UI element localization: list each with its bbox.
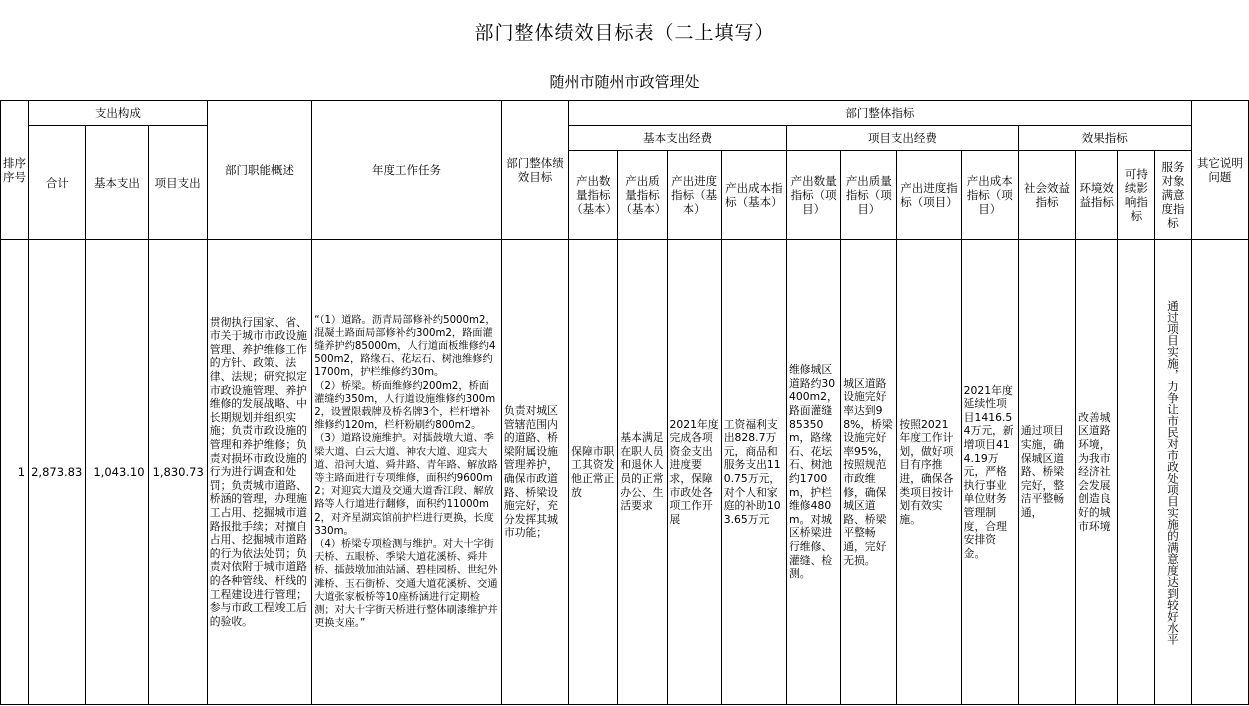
cell-b-qty: 保障市职工其资发他正常正放 [569,240,618,705]
header-basic-group: 基本支出经费 [569,126,787,151]
header-b-quality: 产出质量指标（基本） [618,151,667,240]
cell-p-qty: 维修城区道路约30400m2，路面灌缝85350m，路缘石、花坛石、树池约1700m，护栏维修480m。对城区桥梁进行维修、灌缝、检测。 [787,240,841,705]
header-p-progress: 产出进度指标（项目） [897,151,961,240]
header-project-group: 项目支出经费 [787,126,1019,151]
header-tasks: 年度工作任务 [312,101,502,240]
header-b-cost: 产出成本指标（基本） [721,151,786,240]
cell-env: 改善城区道路环境，为我市经济社会发展创造良好的城市环境 [1076,240,1118,705]
cell-satisfaction [1155,240,1191,705]
header-p-quality: 产出质量指标（项目） [841,151,897,240]
header-basic: 基本支出 [86,126,148,240]
cell-project: 1,830.73 [148,240,207,705]
cell-satisfaction-text: 通过项目实施，力争让市民对市政处项目实施的满意度达到较好水平 [1166,299,1181,645]
header-b-qty: 产出数量指标（基本） [569,151,618,240]
cell-total: 2,873.83 [29,240,86,705]
cell-seq: 1 [1,240,29,705]
cell-social: 通过项目实施，确保城区道路、桥梁完好，整洁平整畅通， [1018,240,1075,705]
header-sustain: 可持续影响指标 [1118,151,1155,240]
cell-other [1191,240,1248,705]
cell-b-cost: 工资福利支出828.7万元，商品和服务支出110.75万元，对个人和家庭的补助103.65万元 [721,240,786,705]
cell-tasks: “（1）道路。沥青局部修补约5000m2，混凝土路面局部修补约300m2，路面灌缝养护约85000m，人行道面板维修约4500m2，路缘石、花坛石、树池维修约1700m，护栏维修约30m。 （2）桥梁。桥面维修约200m2，桥面灌缝约350m，人行道设施维修约300m2，设置限载牌及桥名牌3个，栏杆增补维修约120m，栏杆粉刷约800m2。 （3）道路设施维护。对擂鼓墩大道、季梁大道、白云大道、神农大道、迎宾大道、沿河大道、舜井路、青年路、解放路等主路面进行专项维修，面积约9600m2；对迎宾大道及交通大道香江段、解放路等人行道进行翻修，面积约11000m2，对齐星湖宾馆前护栏进行更换，长度330m。 （4）桥梁专项检测与维护。对大十字街天桥、五眼桥、季梁大道花溪桥、舜井桥、擂鼓墩加油站涵、碧桂园桥、世纪外滩桥、玉石街桥、交通大道花溪桥、交通大道张家板桥等10座桥涵进行定期检测；对大十字街天桥进行整体刷漆维护并更换支座。” [312,240,502,705]
cell-b-progress: 2021年度完成各项资金支出进度要求，保障市政处各项工作开展 [667,240,721,705]
cell-p-cost: 2021年度延续性项目1416.54万元，新增项目414.19万元，严格执行事业单位财务管理制度，合理安排资金。 [961,240,1018,705]
unit-name: 随州市随州市政管理处 [549,73,700,91]
header-expense-group: 支出构成 [29,101,208,126]
header-b-progress: 产出进度指标（基本） [667,151,721,240]
cell-p-progress: 按照2021年度工作计划，做好项目有序推进，确保各类项目按计划有效实施。 [897,240,961,705]
header-satisfaction: 服务对象满意度指标 [1155,151,1191,240]
cell-overall-goal: 负责对城区管辖范围内的道路、桥梁附属设施管理养护，确保市政道路、桥梁设施完好，充分发挥其城市功能； [501,240,568,705]
header-project: 项目支出 [148,126,207,240]
cell-sustain [1118,240,1155,705]
cell-p-quality: 城区道路设施完好率达到98%，桥梁设施完好率95%，按照规范市政维修，确保城区道路、桥梁平整畅通，完好无损。 [841,240,897,705]
performance-table [0,100,1249,705]
header-env: 环境效益指标 [1076,151,1118,240]
header-other: 其它说明问题 [1191,101,1248,240]
header-p-qty: 产出数量指标（项目） [787,151,841,240]
header-effect-group: 效果指标 [1018,126,1191,151]
header-indicators: 部门整体指标 [569,101,1192,126]
header-social: 社会效益指标 [1018,151,1075,240]
cell-b-quality: 基本满足在职人员和退休人员的正常办公、生活要求 [618,240,667,705]
header-p-cost: 产出成本指标（项目） [961,151,1018,240]
header-overall-goal: 部门整体绩效目标 [501,101,568,240]
header-seq: 排序序号 [1,101,29,240]
cell-basic: 1,043.10 [86,240,148,705]
header-duties: 部门职能概述 [207,101,311,240]
header-total: 合计 [29,126,86,240]
page-title: 部门整体绩效目标表（二上填写） [474,22,775,44]
table-row [1,240,1249,705]
cell-duties: 贯彻执行国家、省、市关于城市市政设施管理、养护维修工作的方针、政策、法律、法规；研究拟定市政设施管理、养护维修的发展战略、中长期规划并组织实施；负责市政设施的管理和养护维修；负责对损坏市政设施的行为进行调查和处罚；负责城市道路、桥涵的管理，办理施工占用、挖掘城市道路报批手续；对擅自占用、挖掘城市道路的行为依法处罚；负责对依附于城市道路的各种管线、杆线的工程建设进行管理；参与市政工程竣工后的验收。 [207,240,311,705]
